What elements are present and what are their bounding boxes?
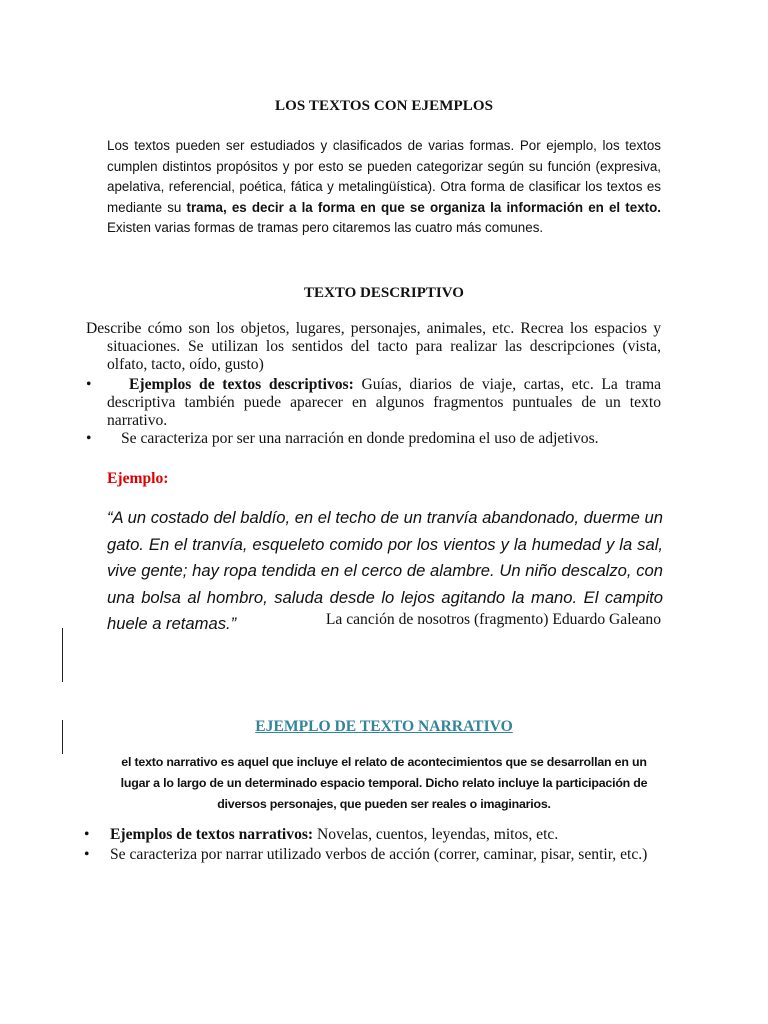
descriptive-bullet-characteristics — [86, 430, 661, 448]
bullet-bold-label: Ejemplos de textos descriptivos: — [129, 376, 354, 393]
bullet-text — [110, 826, 674, 844]
bullet-icon: • — [84, 826, 90, 843]
intro-paragraph — [107, 136, 661, 239]
margin-marker-line — [62, 628, 63, 682]
bullet-content: Guías, diarios de viaje, cartas, etc. La trama descriptiva también puede aparecer en algunos fragmentos puntuales de un texto narrativo. — [107, 376, 661, 429]
page-title: LOS TEXTOS CON EJEMPLOS — [274, 98, 494, 114]
bullet-text: Se caracteriza por ser una narración en donde predomina el uso de adjetivos. — [121, 430, 599, 447]
narrative-paragraph: el texto narrativo es aquel que incluye el relato de acontecimientos que se desarrollan en un lugar a lo largo de un determinado espacio temporal. Dicho relato incluye la participación de diversos personajes, que pueden ser reales o imaginarios. — [120, 755, 648, 811]
example-quote: “A un costado del baldío, en el techo de un tranvía abandonado, duerme un gato. En el tranvía, esqueleto comido por los vientos y la humedad y la sal, vive gente; hay ropa tendida en el cerco de alambre. Un niño descalzo, con una bolsa al hombro, saluda desde lo lejos agitando la mano. El campito huele a retamas.” — [107, 508, 663, 633]
intro-text-bold: trama, es decir a la forma en que se organiza la información en el texto. — [186, 199, 661, 215]
bullet-text: Se caracteriza por narrar utilizado verbos de acción (correr, caminar, pisar, sentir, etc.) — [110, 846, 648, 863]
narrative-section-title: EJEMPLO DE TEXTO NARRATIVO — [255, 718, 513, 735]
intro-text-part2: Existen varias formas de tramas pero citaremos las cuatro más comunes. — [107, 220, 544, 235]
intro-text-part1: Los textos pueden ser estudiados y clasificados de varias formas. Por ejemplo, los textos cumplen distintos propósitos y por esto se pueden categorizar según su función (expresiva, apelativa, referencial, poética, fática y metalingüística). Otra forma de clasificar los textos es mediante su — [107, 138, 661, 215]
descriptive-bullet-examples — [86, 376, 661, 430]
bullet-content: Novelas, cuentos, leyendas, mitos, etc. — [313, 826, 559, 843]
bullet-text — [107, 376, 661, 430]
narrative-bullet-examples — [84, 826, 674, 844]
narrative-bullet-characteristics — [84, 846, 674, 864]
descriptive-paragraph: Describe cómo son los objetos, lugares, personajes, animales, etc. Recrea los espacios y situaciones. Se utilizan los sentidos del tacto para realizar las descripciones (vista, olfato, tacto, oído, gusto) — [86, 320, 661, 373]
descriptive-section-title: TEXTO DESCRIPTIVO — [304, 285, 464, 301]
bullet-bold-label: Ejemplos de textos narrativos: — [110, 826, 314, 843]
bullet-icon: • — [84, 846, 90, 863]
quote-source: La canción de nosotros (fragmento) Eduardo Galeano — [325, 611, 661, 628]
example-label: Ejemplo: — [107, 470, 169, 487]
bullet-icon: • — [86, 430, 92, 447]
bullet-icon: • — [86, 376, 92, 393]
